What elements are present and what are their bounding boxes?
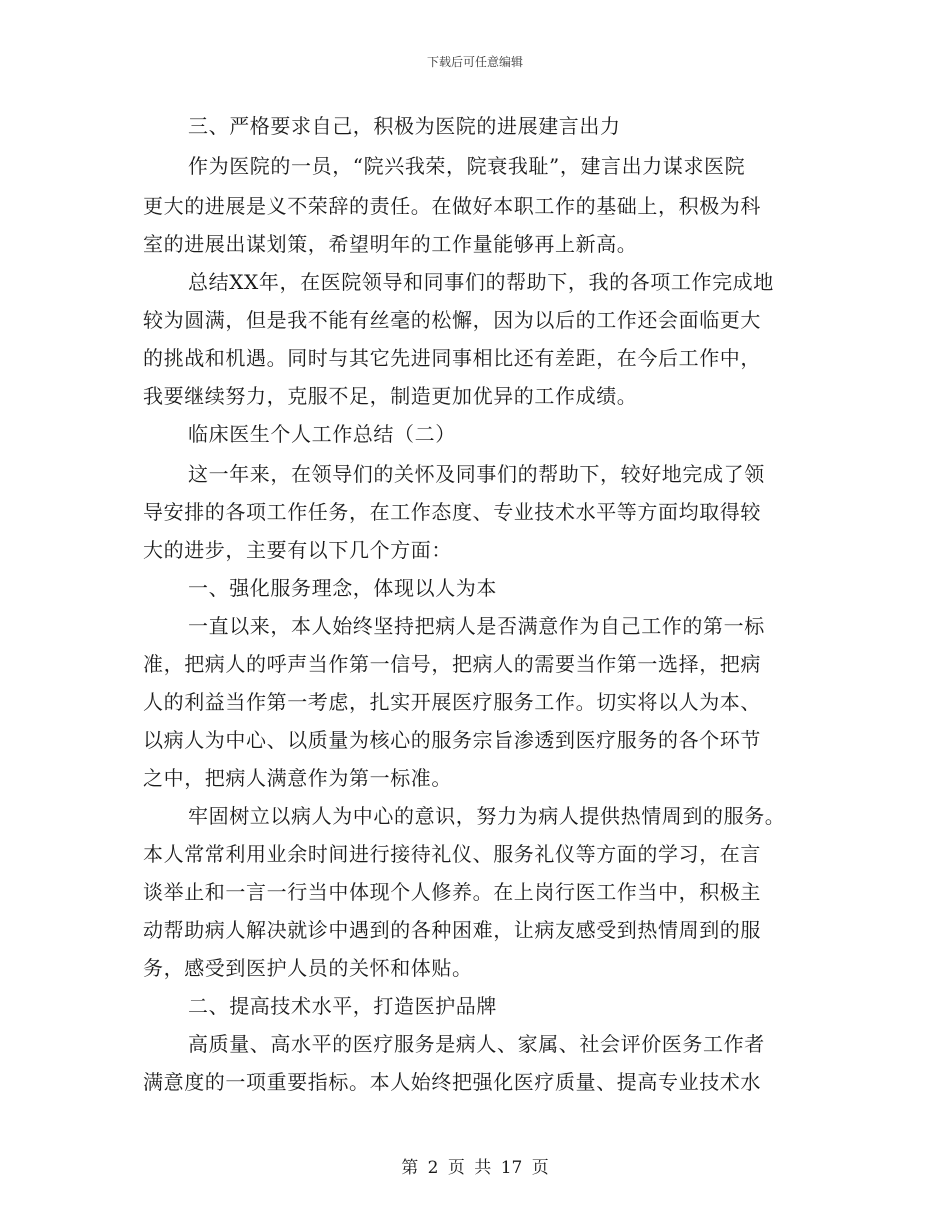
section-heading: 二、提高技术水平，打造医护品牌 [188,994,497,1018]
paragraph-line: 的挑战和机遇。同时与其它先进同事相比还有差距，在今后工作中， [143,346,761,370]
page-header: 下载后可任意编辑 [426,55,523,69]
paragraph-line: 满意度的一项重要指标。本人始终把强化医疗质量、提高专业技术水 [143,1070,761,1094]
paragraph-line: 人的利益当作第一考虑，扎实开展医疗服务工作。切实将以人为本、 [143,690,761,714]
paragraph-line: 务，感受到医护人员的关怀和体贴。 [143,956,473,980]
paragraph-line: 之中，把病人满意作为第一标准。 [143,766,452,790]
paragraph-line: 这一年来，在领导们的关怀及同事们的帮助下，较好地完成了领 [188,462,765,486]
paragraph-line: 高质量、高水平的医疗服务是病人、家属、社会评价医务工作者 [188,1032,765,1056]
paragraph-line: 准，把病人的呼声当作第一信号，把病人的需要当作第一选择，把病 [143,652,761,676]
paragraph-line: 牢固树立以病人为中心的意识，努力为病人提供热情周到的服务。 [188,804,786,828]
paragraph-line: 作为医院的一员，“院兴我荣，院衰我耻”，建言出力谋求医院 [188,154,746,178]
paragraph-line: 总结XX年，在医院领导和同事们的帮助下，我的各项工作完成地 [188,270,774,294]
page-footer: 第 2 页 共 17 页 [401,1158,549,1178]
paragraph-line: 室的进展出谋划策，希望明年的工作量能够再上新高。 [143,232,638,256]
paragraph-line: 更大的进展是义不荣辞的责任。在做好本职工作的基础上，积极为科 [143,194,761,218]
section-heading: 一、强化服务理念，体现以人为本 [188,576,497,600]
section-title: 临床医生个人工作总结（二） [188,422,456,446]
paragraph-line: 导安排的各项工作任务，在工作态度、专业技术水平等方面均取得较 [143,500,761,524]
paragraph-line: 大的进步，主要有以下几个方面： [143,538,452,562]
paragraph-line: 谈举止和一言一行当中体现个人修养。在上岗行医工作当中，积极主 [143,880,761,904]
paragraph-line: 本人常常利用业余时间进行接待礼仪、服务礼仪等方面的学习，在言 [143,842,761,866]
paragraph-line: 较为圆满，但是我不能有丝毫的松懈，因为以后的工作还会面临更大 [143,308,761,332]
paragraph-line: 动帮助病人解决就诊中遇到的各种困难，让病友感受到热情周到的服 [143,918,761,942]
section-heading: 三、严格要求自己，积极为医院的进展建言出力 [188,114,621,138]
paragraph-line: 一直以来，本人始终坚持把病人是否满意作为自己工作的第一标 [188,614,765,638]
paragraph-line: 以病人为中心、以质量为核心的服务宗旨渗透到医疗服务的各个环节 [143,728,761,752]
paragraph-line: 我要继续努力，克服不足，制造更加优异的工作成绩。 [143,384,638,408]
